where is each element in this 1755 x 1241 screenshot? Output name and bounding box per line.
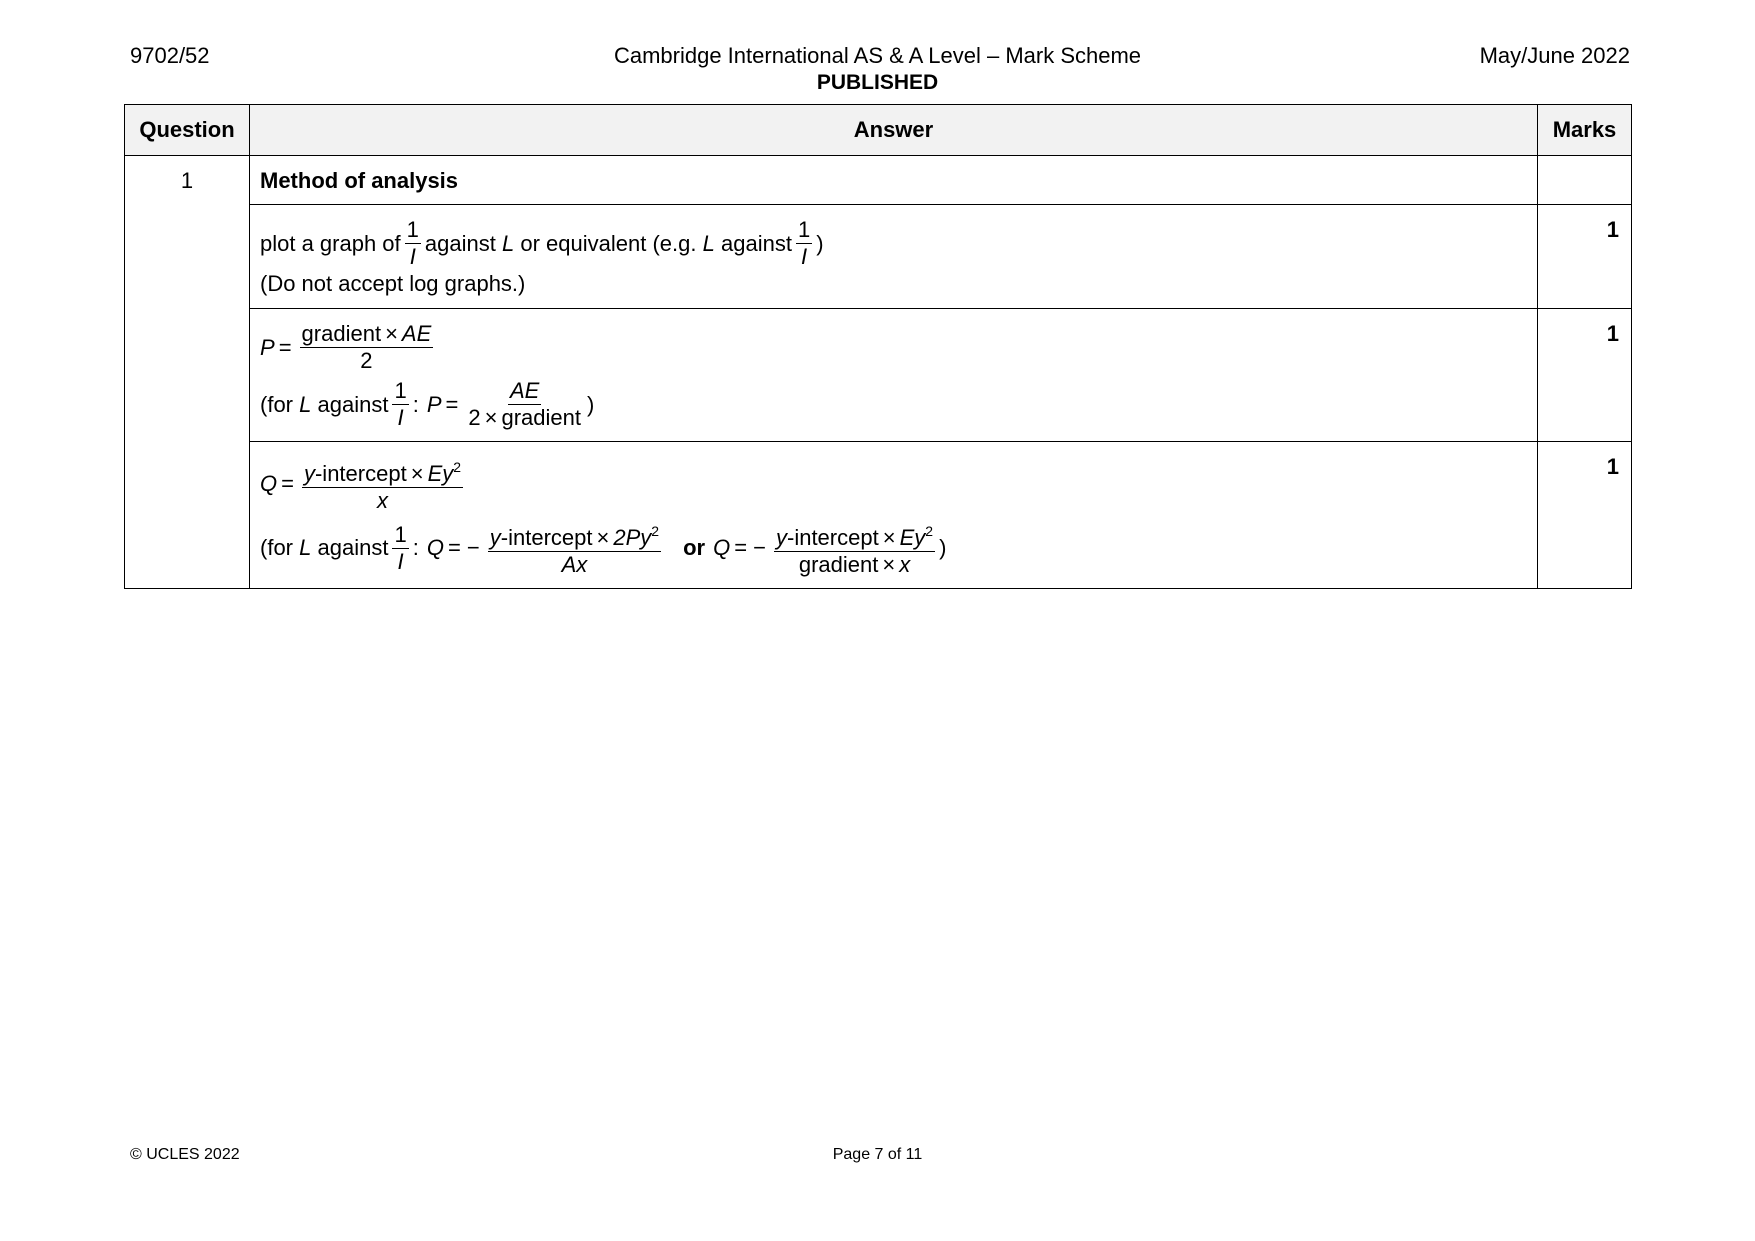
variable-ae: AE [401, 321, 432, 346]
title-text: Cambridge International AS & A Level – Mark Scheme [613, 43, 1142, 68]
page-number: Page 7 of 11 [832, 1146, 923, 1163]
fraction-numerator [300, 321, 434, 348]
fraction-one-over-i [405, 217, 421, 270]
times-sign: × [385, 321, 398, 346]
text-segment: against [317, 535, 389, 560]
equals-minus: = − [734, 535, 766, 560]
fraction-q-alt-two [774, 518, 935, 578]
fraction-p [300, 321, 434, 374]
variable-x: x [899, 552, 911, 577]
fraction-numerator: 1 [394, 521, 407, 547]
gradient-text: gradient [501, 405, 581, 430]
variable-q: Q [426, 535, 444, 560]
fraction-denominator [466, 405, 583, 431]
fraction-denominator: I [397, 405, 404, 430]
times-sign: × [882, 552, 896, 577]
variable-ey: Ey [899, 525, 926, 550]
fraction-numerator: 1 [406, 217, 419, 242]
q-alternative [260, 518, 1527, 578]
answer-q-equation [250, 442, 1538, 589]
gradient-text: gradient [798, 552, 879, 577]
p-formula [260, 321, 1527, 374]
superscript-two: 2 [925, 523, 934, 539]
fraction-denominator: x [377, 488, 389, 513]
fraction-numerator: 1 [797, 217, 811, 242]
times-sign: × [484, 405, 498, 430]
table-row-heading [125, 156, 1632, 205]
times-sign: × [882, 525, 896, 550]
variable-2py: 2Py [613, 525, 652, 550]
text-segment: or equivalent (e.g. [520, 230, 697, 256]
fraction-one-over-i [392, 522, 408, 575]
fraction-p-alt [466, 378, 583, 431]
intercept-text: -intercept [500, 525, 593, 550]
text-segment: (for [260, 535, 293, 560]
table-row [125, 205, 1632, 309]
graph-instruction [260, 217, 1527, 270]
q-formula [260, 454, 1527, 514]
text-segment: against [424, 230, 496, 256]
fraction-denominator: I [409, 244, 416, 269]
equals-sign: = [281, 471, 294, 496]
fraction-one-over-i [392, 378, 408, 431]
question-column-header: Question [125, 105, 250, 156]
equals-sign: = [278, 334, 292, 360]
log-graph-note: (Do not accept log graphs.) [260, 271, 526, 296]
marks-column-header: Marks [1538, 105, 1632, 156]
variable-y: y [776, 525, 787, 550]
table-row [125, 442, 1632, 589]
times-sign: × [596, 525, 610, 550]
variable-p: P [260, 334, 275, 360]
number-two: 2 [468, 405, 481, 430]
superscript-two: 2 [651, 523, 660, 539]
fraction-q [302, 454, 463, 514]
mark-scheme-table [124, 104, 1632, 589]
closing-paren: ) [939, 535, 947, 560]
exam-session: May/June 2022 [1479, 43, 1630, 68]
fraction-denominator: Ax [561, 552, 588, 577]
fraction-q-alt-one [488, 518, 661, 578]
colon: : [412, 535, 419, 560]
fraction-denominator: 2 [360, 348, 373, 373]
copyright-notice: © UCLES 2022 [130, 1146, 240, 1163]
variable-l: L [702, 230, 715, 256]
fraction-numerator [488, 518, 661, 552]
equals-minus: = − [447, 535, 480, 560]
colon: : [412, 391, 419, 417]
variable-y: y [489, 525, 501, 550]
text-segment: (for [260, 391, 293, 417]
fraction-numerator: 1 [394, 378, 407, 403]
p-alternative [260, 378, 1527, 431]
variable-ey: Ey [427, 461, 454, 486]
variable-y: y [303, 461, 315, 486]
table-header-row [125, 105, 1632, 156]
answer-graph-plot [250, 205, 1538, 309]
intercept-text: -intercept [314, 461, 407, 486]
or-connector: or [683, 535, 706, 560]
fraction-one-over-i [796, 217, 812, 270]
section-heading: Method of analysis [250, 156, 1538, 205]
fraction-denominator: I [801, 244, 808, 269]
variable-l: L [299, 391, 312, 417]
mark-value: 1 [1538, 309, 1632, 442]
variable-p: P [426, 391, 442, 417]
fraction-numerator [774, 518, 935, 552]
marks-cell-empty [1538, 156, 1632, 205]
gradient-text: gradient [301, 321, 382, 346]
closing-paren: ) [816, 230, 824, 256]
text-segment: against [317, 391, 389, 417]
table-row [125, 309, 1632, 442]
equals-sign: = [445, 391, 459, 417]
answer-column-header: Answer [250, 105, 1538, 156]
variable-l: L [502, 230, 515, 256]
times-sign: × [410, 461, 424, 486]
published-label: PUBLISHED [816, 71, 939, 94]
variable-q: Q [713, 535, 731, 560]
fraction-numerator [302, 454, 463, 488]
mark-value: 1 [1538, 205, 1632, 309]
paper-code: 9702/52 [130, 43, 210, 68]
intercept-text: -intercept [787, 525, 879, 550]
text-segment: against [720, 230, 792, 256]
fraction-numerator: AE [510, 378, 540, 403]
mark-value: 1 [1538, 442, 1632, 589]
fraction-denominator: I [397, 548, 404, 574]
superscript-two: 2 [453, 459, 462, 475]
text-segment: plot a graph of [260, 230, 401, 256]
answer-p-equation [250, 309, 1538, 442]
variable-q: Q [260, 471, 278, 496]
closing-paren: ) [587, 391, 595, 417]
question-number: 1 [125, 156, 250, 589]
variable-l: L [299, 535, 312, 560]
fraction-denominator [797, 552, 912, 578]
